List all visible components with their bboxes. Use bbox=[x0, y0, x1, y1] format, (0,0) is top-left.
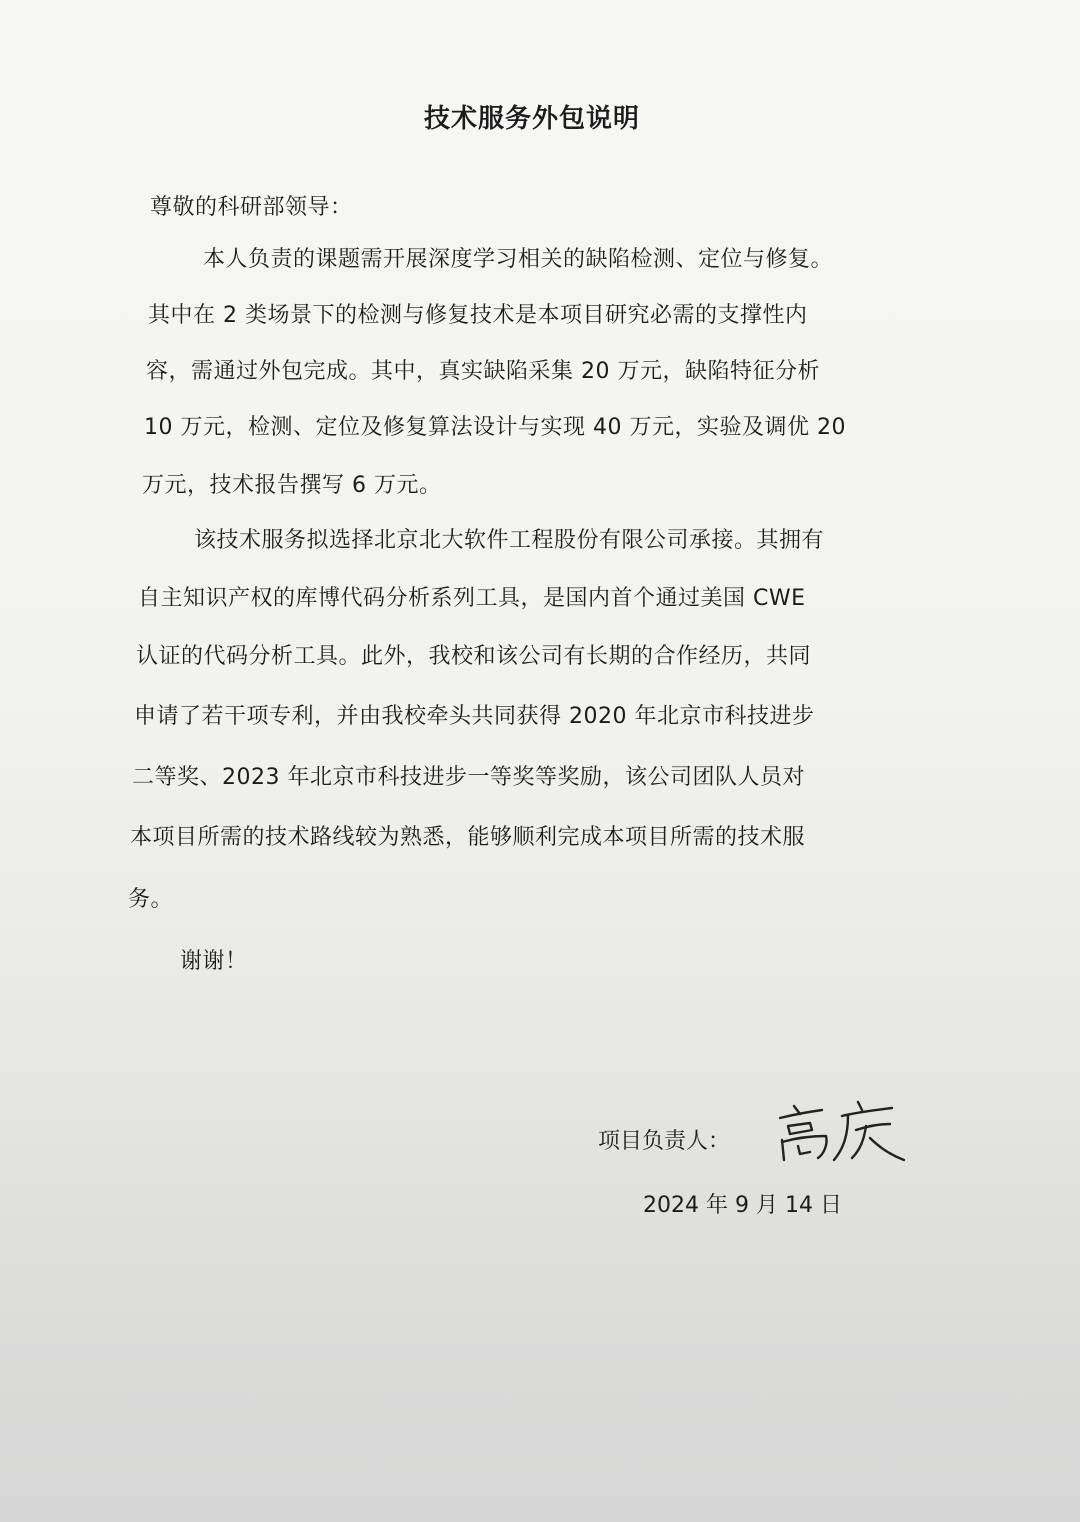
body-line: 申请了若干项专利，并由我校牵头共同获得 2020 年北京市科技进步 bbox=[134, 704, 815, 729]
body-line: 务。 bbox=[128, 887, 174, 912]
handwritten-signature-icon bbox=[772, 1096, 907, 1166]
body-line: 容，需通过外包完成。其中，真实缺陷采集 20 万元，缺陷特征分析 bbox=[146, 359, 820, 384]
body-line: 10 万元，检测、定位及修复算法设计与实现 40 万元，实验及调优 20 bbox=[144, 415, 846, 440]
body-line: 自主知识产权的库博代码分析系列工具，是国内首个通过美国 CWE bbox=[138, 586, 806, 611]
body-line: 二等奖、2023 年北京市科技进步一等奖等奖励，该公司团队人员对 bbox=[132, 765, 805, 790]
signature-date: 2024 年 9 月 14 日 bbox=[643, 1193, 842, 1218]
body-line: 该技术服务拟选择北京北大软件工程股份有限公司承接。其拥有 bbox=[194, 528, 825, 553]
body-line: 万元，技术报告撰写 6 万元。 bbox=[142, 473, 442, 498]
document-title: 技术服务外包说明 bbox=[423, 104, 640, 134]
salutation: 尊敬的科研部领导： bbox=[150, 195, 353, 220]
body-line: 认证的代码分析工具。此外，我校和该公司有长期的合作经历，共同 bbox=[136, 644, 812, 669]
body-line: 本项目所需的技术路线较为熟悉，能够顺利完成本项目所需的技术服 bbox=[130, 825, 806, 850]
signature-label: 项目负责人： bbox=[598, 1129, 731, 1154]
closing-text: 谢谢！ bbox=[180, 949, 248, 974]
body-line: 其中在 2 类场景下的检测与修复技术是本项目研究必需的支撑性内 bbox=[148, 303, 808, 328]
body-line: 本人负责的课题需开展深度学习相关的缺陷检测、定位与修复。 bbox=[203, 247, 834, 272]
